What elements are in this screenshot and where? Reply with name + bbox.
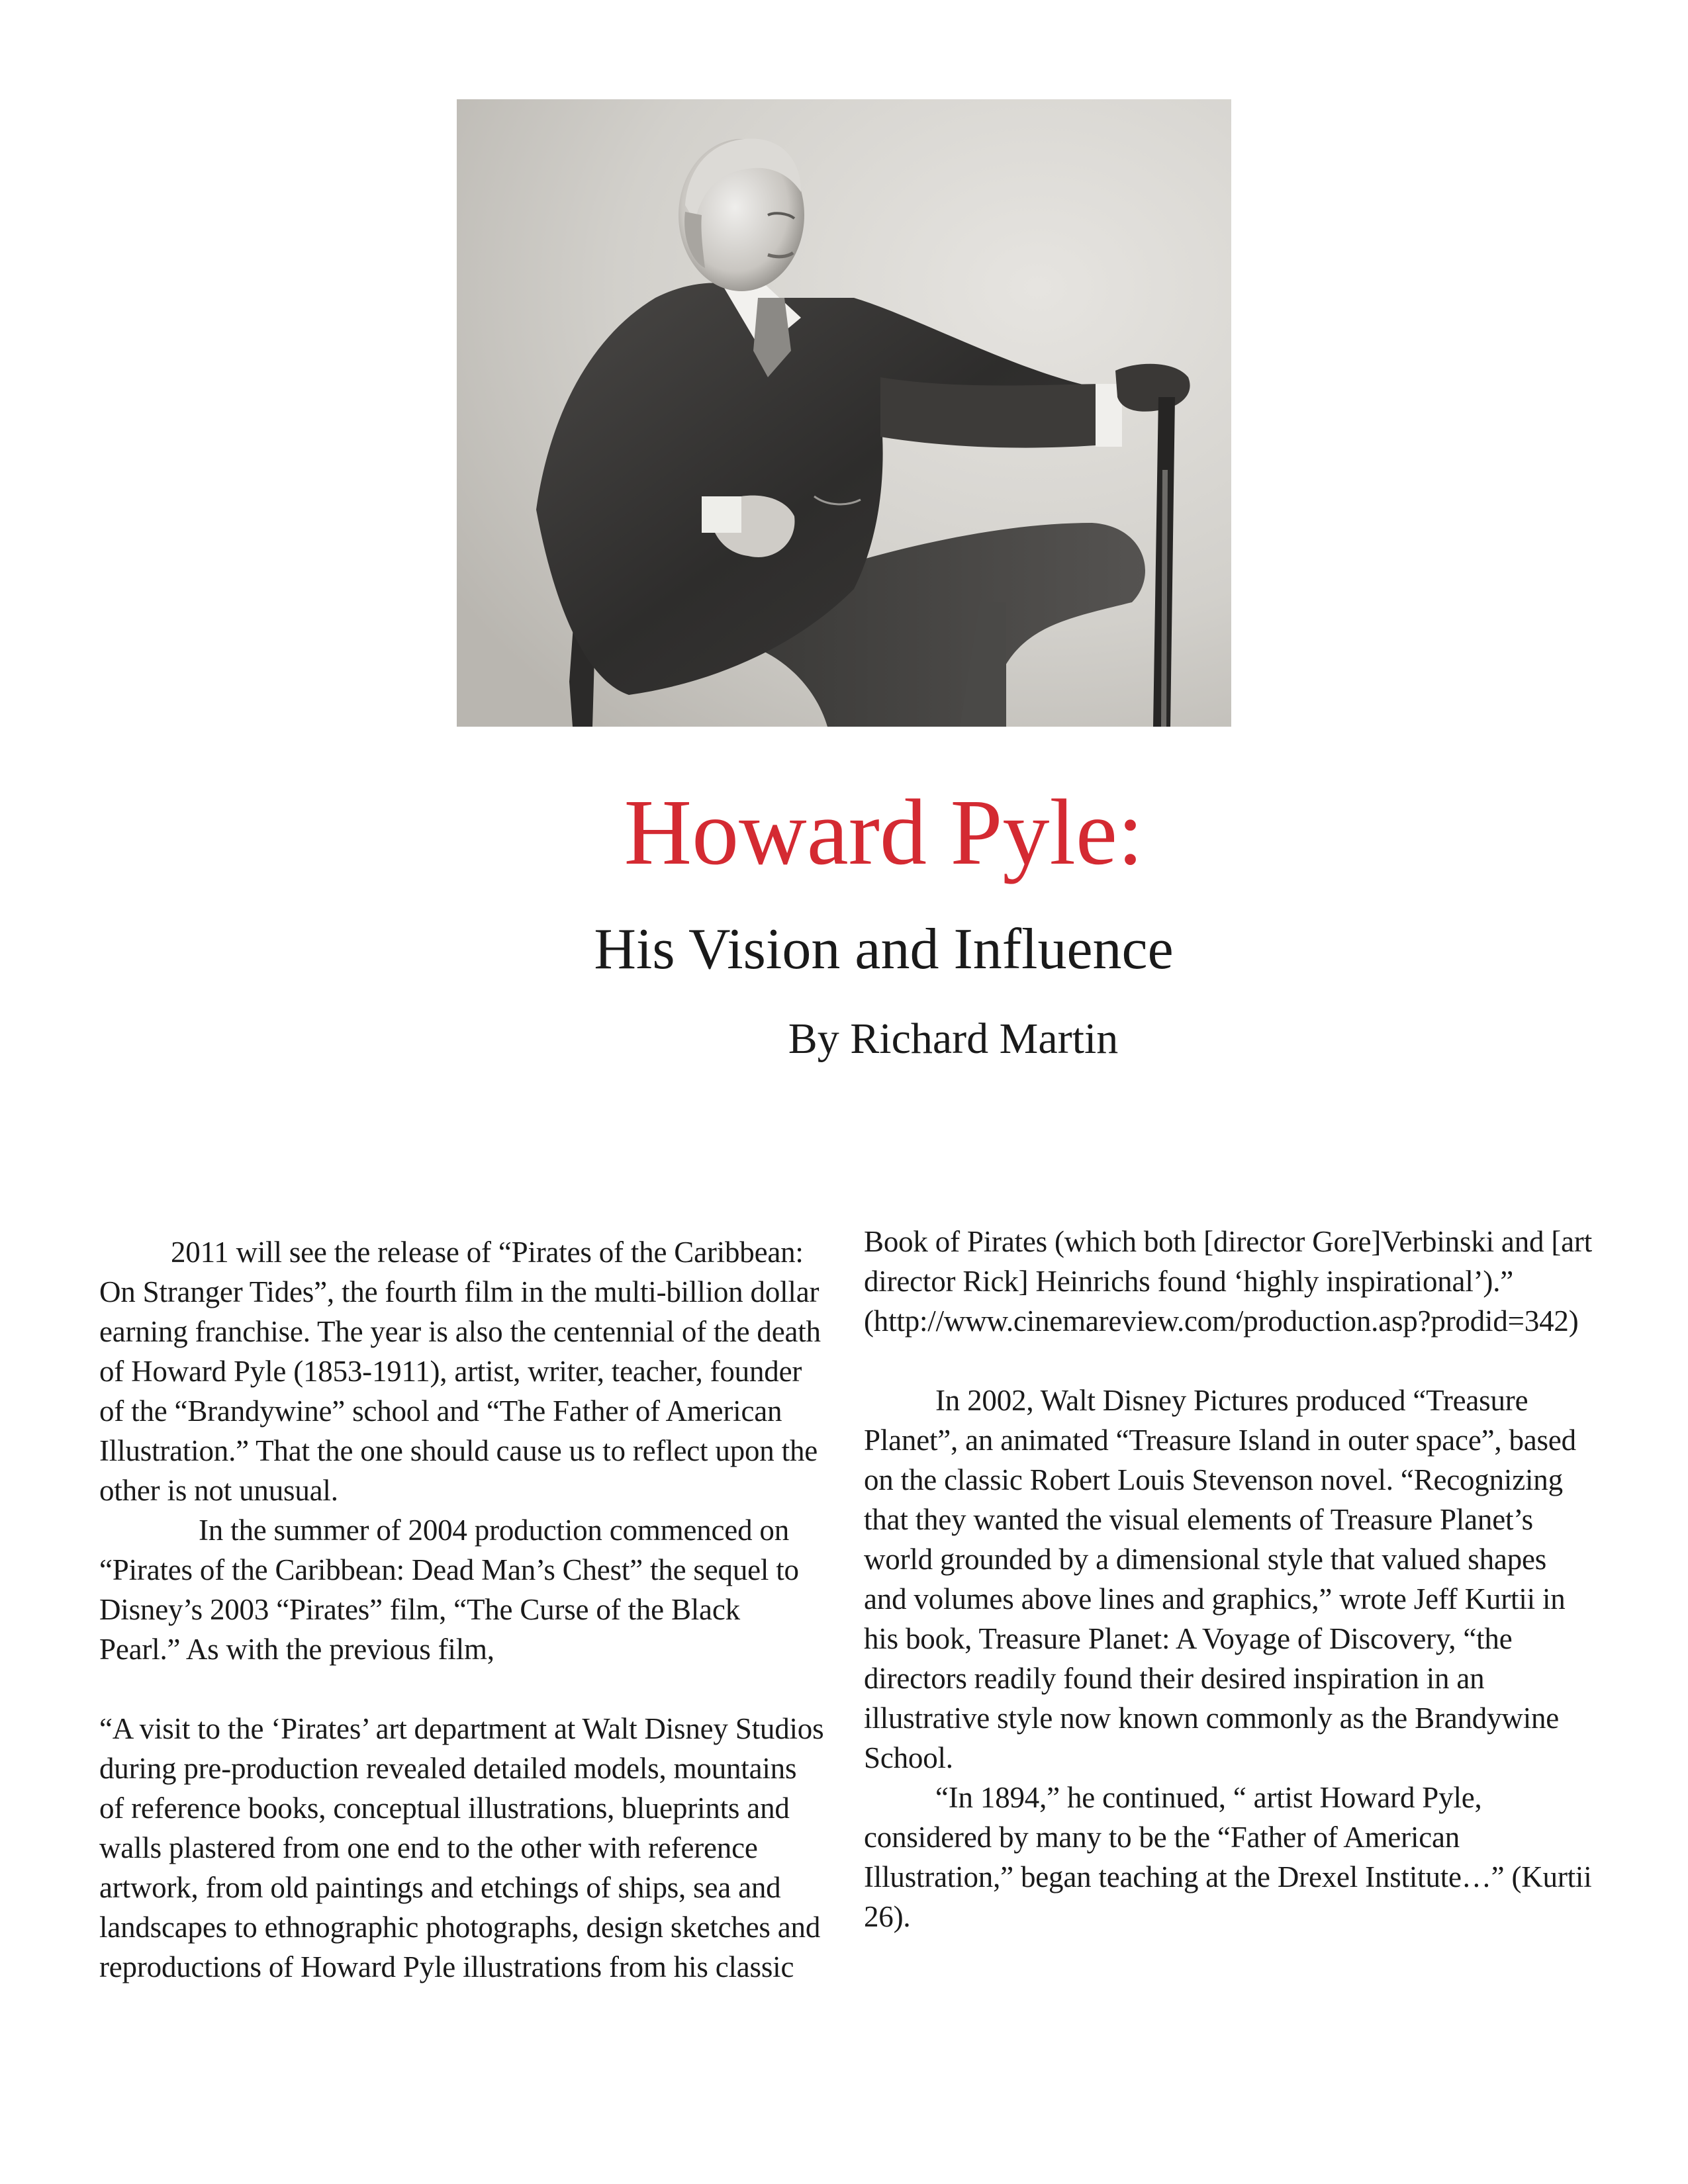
paragraph-gap [99,1669,824,1709]
paragraph: In 2002, Walt Disney Pictures produced “Treasure Planet”, an animated “Treasure Island in outer space”, based on the classic Robert Louis Stevenson novel. “Recognizing that they wanted the visual elements of Treasure Planet’s world grounded by a dimensional style that valued shapes and volumes above lines and graphics,” wrote Jeff Kurtii in his book, Treasure Planet: A Voyage of Discovery, “the directors readily found their desired inspiration in an illustrative style now known commonly as the Brandywine School. [864,1384,1576,1774]
portrait-image [457,99,1231,727]
article-subtitle [0,913,1688,986]
byline [0,1011,1688,1067]
article-title [0,776,1688,888]
left-column [99,1232,824,1987]
subtitle-text: His Vision and Influence [594,917,1174,981]
paragraph: In the summer of 2004 production commenced on “Pirates of the Caribbean: Dead Man’s Chest” the sequel to Disney’s 2003 “Pirates” film, “The Curse of the Black Pearl.” As with the previous film, [99,1514,799,1666]
quote-paragraph: “A visit to the ‘Pirates’ art department at Walt Disney Studios during pre-production revealed detailed models, mountains of reference books, conceptual illustrations, blueprints and walls plastered from one end to the other with reference artwork, from old paintings and etchings of ships, sea and landscapes to ethnographic photographs, design sketches and reproductions of Howard Pyle illustrations from his classic [99,1712,824,1983]
portrait-photo [457,99,1231,727]
paragraph-gap [864,1341,1592,1381]
right-column [864,1222,1592,1936]
title-text: Howard Pyle: [624,780,1144,884]
paragraph: “In 1894,” he continued, “ artist Howard Pyle, considered by many to be the “Father of American Illustration,” began teaching at the Drexel Institute…” (Kurtii 26). [864,1781,1592,1933]
paragraph: Book of Pirates (which both [director Gore]Verbinski and [art director Rick] Heinrichs found ‘highly inspirational’).” [864,1225,1592,1298]
paragraph: 2011 will see the release of “Pirates of the Caribbean: On Stranger Tides”, the fourth film in the multi-billion dollar earning franchise. The year is also the centennial of the death of Howard Pyle (1853-1911), artist, writer, teacher, founder of the “Brandywine” school and “The Father of American Illustration.” That the one should cause us to reflect upon the other is not unusual. [99,1236,821,1507]
byline-text: By Richard Martin [788,1015,1119,1063]
citation-link[interactable]: (http://www.cinemareview.com/production.asp?prodid=342) [864,1304,1579,1338]
